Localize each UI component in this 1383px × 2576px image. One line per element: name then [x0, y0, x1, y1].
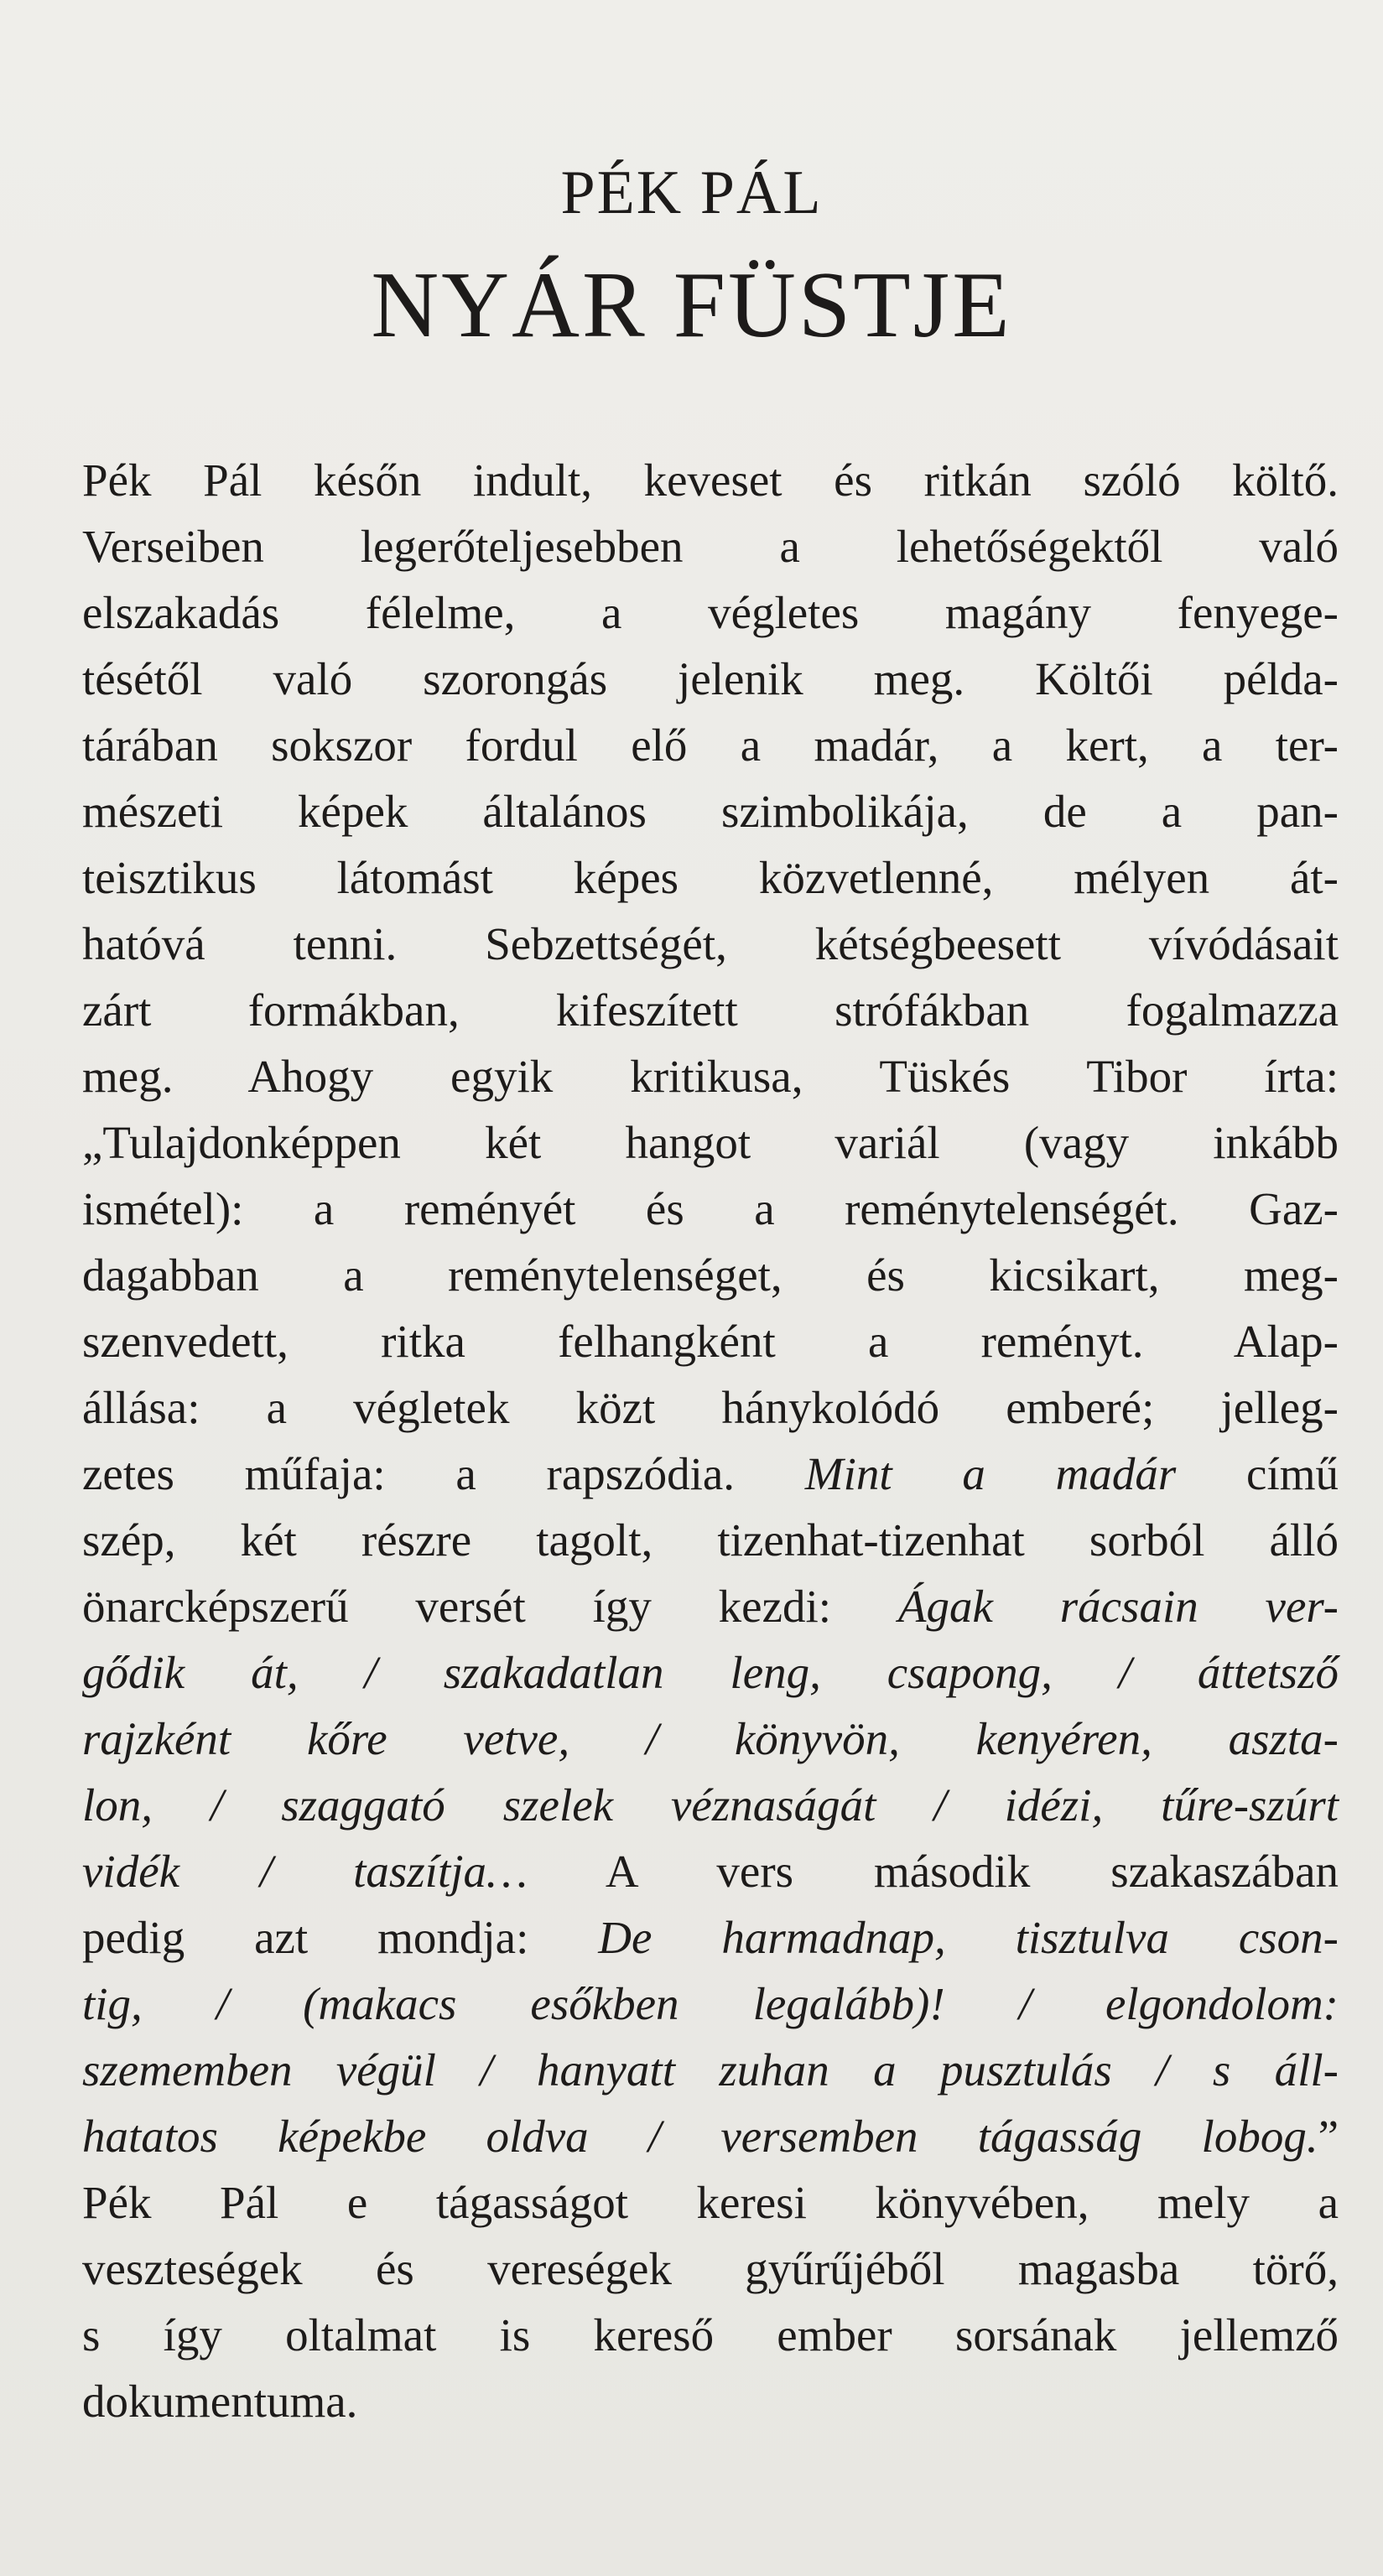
- text-segment: tésétől való szorongás jelenik meg. Költői példa-: [82, 653, 1339, 704]
- text-line: [82, 1109, 1339, 1176]
- text-line: [82, 1176, 1339, 1242]
- text-segment: Pék Pál e tágasságot keresi könyvében, mely a: [82, 2177, 1339, 2228]
- text-segment: s így oltalmat is kereső ember sorsának jellemző: [82, 2309, 1339, 2360]
- text-line: [82, 1573, 1339, 1639]
- body-text: [82, 447, 1339, 2434]
- text-line: [82, 1838, 1339, 1904]
- italic-quote-segment: hatatos képekbe oldva / versemben tágasság lobog.: [82, 2111, 1318, 2162]
- text-line: [82, 2169, 1339, 2236]
- text-line: [82, 447, 1339, 513]
- text-line: [82, 1772, 1339, 1838]
- text-line: [82, 778, 1339, 844]
- text-segment: című: [1176, 1448, 1339, 1499]
- text-line: [82, 646, 1339, 712]
- text-segment: pedig azt mondja:: [82, 1912, 599, 1963]
- text-segment: teisztikus látomást képes közvetlenné, mélyen át-: [82, 852, 1339, 903]
- italic-quote-segment: tig, / (makacs esőkben legalább)! / elgondolom:: [82, 1978, 1339, 2029]
- text-line: [82, 977, 1339, 1043]
- text-segment: dagabban a reménytelenséget, és kicsikart, meg-: [82, 1249, 1339, 1301]
- text-line: [82, 844, 1339, 911]
- italic-quote-segment: Mint a madár: [804, 1448, 1177, 1499]
- text-line: [82, 1441, 1339, 1507]
- text-segment: állása: a végletek közt hánykolódó emberé; jelleg-: [82, 1382, 1339, 1433]
- text-line: [82, 1242, 1339, 1308]
- text-line: [82, 1904, 1339, 1971]
- book-title: NYÁR FÜSTJE: [371, 253, 1012, 357]
- text-line: [82, 1639, 1339, 1706]
- italic-quote-segment: gődik át, / szakadatlan leng, csapong, / áttetsző: [82, 1647, 1339, 1698]
- text-segment: szép, két részre tagolt, tizenhat-tizenhat sorból álló: [82, 1514, 1339, 1566]
- text-line: [82, 1374, 1339, 1441]
- text-segment: Verseiben legerőteljesebben a lehetőségektől való: [82, 521, 1339, 572]
- author-name: PÉK PÁL: [560, 158, 823, 227]
- italic-quote-segment: lon, / szaggató szelek véznaságát / idézi, tűre-szúrt: [82, 1779, 1339, 1831]
- text-line: [82, 513, 1339, 579]
- text-line: [82, 2103, 1339, 2169]
- text-segment: Pék Pál későn indult, keveset és ritkán szóló költő.: [82, 454, 1339, 506]
- italic-quote-segment: De harmadnap, tisztulva cson-: [598, 1912, 1339, 1963]
- text-line: [82, 2368, 1339, 2434]
- text-line: [82, 1043, 1339, 1109]
- text-line: [82, 1308, 1339, 1374]
- text-line: [82, 1706, 1339, 1772]
- text-segment: A vers második szakaszában: [527, 1846, 1339, 1897]
- text-segment: mészeti képek általános szimbolikája, de a pan-: [82, 786, 1339, 837]
- text-line: [82, 911, 1339, 977]
- text-line: [82, 2302, 1339, 2368]
- text-segment: dokumentuma.: [82, 2376, 358, 2427]
- text-line: [82, 1971, 1339, 2037]
- text-segment: szenvedett, ritka felhangként a reményt. Alap-: [82, 1316, 1339, 1367]
- text-segment: önarcképszerű versét így kezdi:: [82, 1581, 898, 1632]
- text-line: [82, 712, 1339, 778]
- text-segment: zetes műfaja: a rapszódia.: [82, 1448, 805, 1499]
- text-line: [82, 1507, 1339, 1573]
- text-line: [82, 579, 1339, 646]
- text-line: [82, 2037, 1339, 2103]
- italic-quote-segment: Ágak rácsain ver-: [897, 1581, 1339, 1632]
- text-segment: hatóvá tenni. Sebzettségét, kétségbeesett vívódásait: [82, 918, 1339, 969]
- text-segment: elszakadás félelme, a végletes magány fenyege-: [82, 587, 1339, 638]
- italic-quote-segment: szememben végül / hanyatt zuhan a pusztulás / s áll-: [82, 2044, 1339, 2096]
- italic-quote-segment: rajzként kőre vetve, / könyvön, kenyéren, aszta-: [82, 1713, 1339, 1764]
- italic-quote-segment: vidék / taszítja…: [82, 1846, 528, 1897]
- text-segment: zárt formákban, kifeszített strófákban fogalmazza: [82, 984, 1339, 1036]
- text-segment: ”: [1318, 2111, 1339, 2162]
- text-segment: ismétel): a reményét és a reménytelenségét. Gaz-: [82, 1183, 1339, 1234]
- text-segment: „Tulajdonképpen két hangot variál (vagy inkább: [82, 1117, 1339, 1168]
- text-segment: tárában sokszor fordul elő a madár, a kert, a ter-: [82, 719, 1339, 771]
- text-segment: meg. Ahogy egyik kritikusa, Tüskés Tibor írta:: [82, 1051, 1339, 1102]
- text-segment: veszteségek és vereségek gyűrűjéből magasba törő,: [82, 2243, 1339, 2294]
- text-line: [82, 2236, 1339, 2302]
